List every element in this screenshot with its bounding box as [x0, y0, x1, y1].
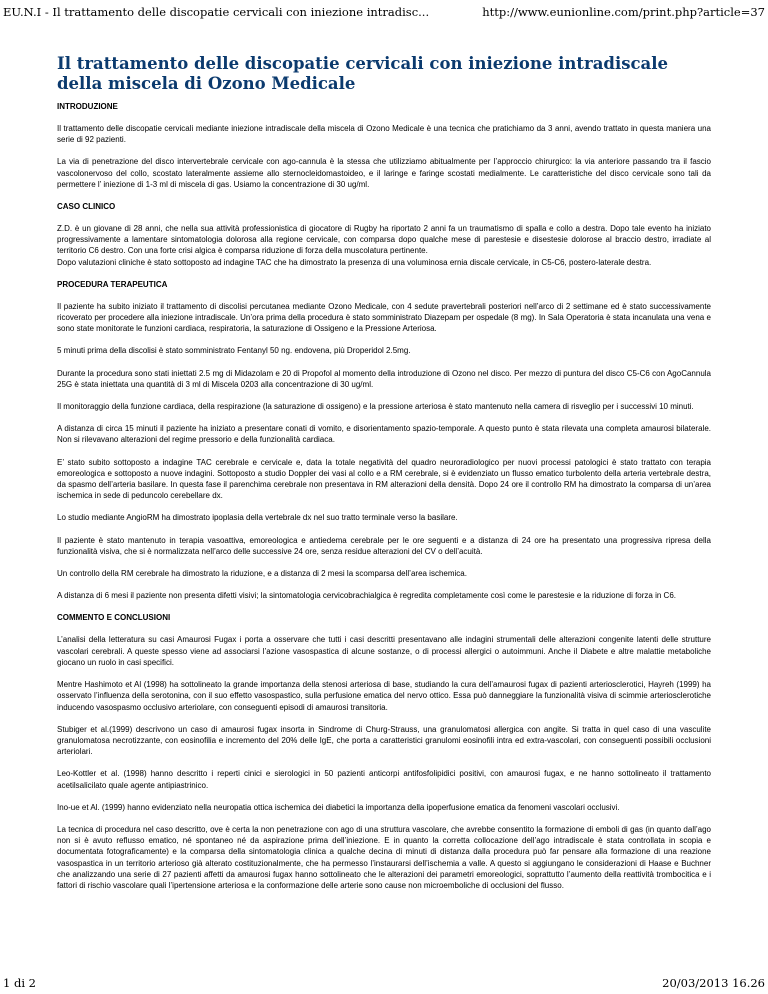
print-footer	[0, 976, 768, 992]
article	[57, 54, 711, 902]
section-heading: COMMENTO E CONCLUSIONI	[57, 613, 171, 623]
paragraph: A distanza di circa 15 minuti il paziente ha iniziato a presentare conati di vomito, e disorientamento spazio-temporale. A questo punto è stata rilevata una completa amaurosi bilaterale. Non si rilevavano alterazioni del regime pressorio e della funzionalità cardiaca.	[57, 424, 711, 445]
section-heading: PROCEDURA TERAPEUTICA	[57, 279, 168, 289]
article-title: Il trattamento delle discopatie cervicali con iniezione intradiscale della miscela di Ozono Medicale	[57, 54, 668, 93]
page-number: 1 di 2	[3, 976, 36, 990]
paragraph: La via di penetrazione del disco intervertebrale cervicale con ago-cannula è la stessa che utilizziamo abitualmente per l’approccio chirurgico: la via anteriore passando tra il fascio vascolonervoso del collo, scostato lateralmente assieme allo sternocleidomastoideo, e il laringe e faringe scostati medialmente. Le caratteristiche del disco cervicale sono tali da permettere l’ iniezione di 1-3 ml di miscela di gas. Usiamo la concentrazione di 30 ug/ml.	[57, 157, 711, 189]
paragraph: Ino-ue et Al. (1999) hanno evidenziato nella neuropatia ottica ischemica dei diabetici la importanza della ipoperfusione ematica da fenomeni vascolari occlusivi.	[57, 802, 620, 812]
paragraph: Lo studio mediante AngioRM ha dimostrato ipoplasia della vertebrale dx nel suo tratto terminale verso la basilare.	[57, 513, 458, 523]
section-commento-conclusioni	[57, 612, 711, 891]
paragraph: Il paziente ha subito iniziato il trattamento di discolisi percutanea mediante Ozono Medicale, con 4 sedute pravertebrali posteriori nell’arco di 2 settimane ed è stato successivamente ricoverato per procedere alla iniezione intradiscale. Un’ora prima della procedura è stato somministrato Diazepam per ospedale (8 mg). In Sala Operatoria è stata incanulata una vena e sono state monitorate le funzioni cardiaca, respiratoria, la saturazione di Ossigeno e la Pressione Arteriosa.	[57, 301, 711, 334]
print-header	[0, 0, 768, 20]
section-heading: INTRODUZIONE	[57, 102, 118, 111]
paragraph: A distanza di 6 mesi il paziente non presenta difetti visivi; la sintomatologia cervicobrachialgica è regredita completamente così come le parestesie e la riduzione di forza in C6.	[57, 591, 676, 601]
page-url: http://www.eunionline.com/print.php?article=37	[482, 5, 765, 19]
paragraph: Stubiger et al.(1999) descrivono un caso di amaurosi fugax insorta in Sindrome di Churg-Strauss, una granulomatosi allergica con angite. Si tratta in quel caso di una vasculite granulomatosa necrotizzante, con eosinofilia e incremento del 20% delle IgE, che porta a caratteristici granulomi eosinofili intra ed extra-vascolari, con conseguenti possibili occlusioni arteriolari.	[57, 724, 711, 757]
paragraph: Il trattamento delle discopatie cervicali mediante iniezione intradiscale della miscela di Ozono Medicale è una tecnica che pratichiamo da 3 anni, avendo trattato in questa maniera una serie di 92 pazienti.	[57, 124, 711, 145]
section-heading: CASO CLINICO	[57, 202, 116, 212]
paragraph: E’ stato subito sottoposto a indagine TAC cerebrale e cervicale e, data la totale negatività del quadro neuroradiologico per nuovi processi patologici è stato trattato con terapia emoreologica e sottoposto a nuove indagini. Sottoposto a studio Doppler dei vasi al collo e a RM cerebrale, si è evidenziato un flusso ematico turbolento della arteria vertebrale destra, da spasmo dell’arteria basilare. In questa fase il parenchima cerebrale non presentava in RM alterazioni della densità. Dopo 24 ore il controllo RM ha dimostrato la comparsa di un’area ischemica in sede di peduncolo cerebellare dx.	[57, 457, 711, 501]
paragraph: Leo-Kottler et al. (1998) hanno descritto i reperti cinici e sierologici in 50 pazienti anticorpi antifosfolipidici positivi, con amaurosi fugax, e ne hanno sottolineato il trattamento acetilsalicilato quale agente antipiastrinico.	[57, 769, 711, 790]
document-title: EU.N.I - Il trattamento delle discopatie cervicali con iniezione intradisc...	[3, 5, 430, 19]
paragraph: Durante la procedura sono stati iniettati 2.5 mg di Midazolam e 20 di Propofol al momento della introduzione di Ozono nel disco. Per mezzo di puntura del disco C5-C6 con AgoCannula 25G è stata iniettata una quantità di 3 ml di Miscela 0203 alla concentrazione di 30 ug/ml.	[57, 368, 711, 389]
paragraph: Un controllo della RM cerebrale ha dimostrato la riduzione, e a distanza di 2 mesi la scomparsa dell’area ischemica.	[57, 569, 467, 579]
print-timestamp: 20/03/2013 16.26	[662, 976, 765, 990]
section-introduzione	[57, 101, 711, 190]
paragraph: L’analisi della letteratura su casi Amaurosi Fugax i porta a osservare che tutti i casi descritti presentavano alle indagini strumentali delle alterazioni congenite latenti delle strutture vascolari cerebrali. A queste spesso viene ad associarsi l’azione vasospastica di alcune sostanze, o di processi allergici o autoimmuni. Anche il Diabete e altre malattie metaboliche giocano un ruolo in casi specifici.	[57, 635, 711, 667]
paragraph: La tecnica di procedura nel caso descritto, ove è certa la non penetrazione con ago di una struttura vascolare, che avrebbe consentito la formazione di emboli di gas (in quanto dall’ago non si è avuto reflusso ematico, né spontaneo né da aspirazione prima dell’iniezione. E in quanto la corretta collocazione dell’ago intradiscale è stata controllata in scopia e documentata fotograficamente) e la comparsa della sintomatologia clinica a qualche decina di minuti di distanza dalla procedura può far pensare alla formazione di una reazione vasospastica in un territorio arterioso già alterato costituzionalmente, che ha permesso l’instaurarsi dell’ischemia a valle. A questo si aggiungano le considerazioni di Haase e Buchner che analizzando una serie di 27 pazienti affetti da amaurosi fugax hanno sottolineato che le alterazioni dei parametri emoreologici, soprattutto l’aumento della reattività trombocitica e i fattori di rischio vascolare quali l’ipertensione arteriosa e la conformazione delle arterie sono cause non microemboliche di occlusioni del flusso.	[57, 824, 711, 890]
section-procedura-terapeutica	[57, 279, 711, 602]
paragraph: Il monitoraggio della funzione cardiaca, della respirazione (la saturazione di ossigeno) e la pressione arteriosa è stato mantenuto nella camera di risveglio per i successivi 10 minuti.	[57, 402, 694, 412]
paragraph: 5 minuti prima della discolisi è stato somministrato Fentanyl 50 ng. endovena, più Droperidol 2.5mg.	[57, 346, 411, 356]
paragraph: Il paziente è stato mantenuto in terapia vasoattiva, emoreologica e antiedema cerebrale per le ore seguenti e a distanza di 24 ore ha presentato una progressiva ripresa della funzionalità visiva, che si è normalizzata nell’arco delle successive 24 ore, senza residue alterazioni del CV o dell’acuità.	[57, 535, 711, 556]
paragraph: Mentre Hashimoto et Al (1998) ha sottolineato la grande importanza della stenosi arteriosa di base, studiando la cura dell’amaurosi fugax di pazienti arteriosclerotici, Hayreh (1999) ha osservato l’influenza della serotonina, con il suo effetto vasospastico, sulla perfusione ematica del nervo ottico. Essa può danneggiare la funzionalità visiva di scimmie arteriosclerotiche inducendo vasospasmo occlusivo arteriolare, con conseguenti episodi di amaurosi transitoria.	[57, 680, 711, 712]
section-caso-clinico	[57, 201, 711, 268]
paragraph: Z.D. è un giovane di 28 anni, che nella sua attività professionistica di giocatore di Rugby ha riportato 2 anni fa un traumatismo di spalla e collo a destra. Dopo tale evento ha iniziato progressivamente a lamentare sintomatologia dolorosa alla regione cervicale, con comparsa dopo qualche mese di parestesie e disestesie dolorose al braccio destro, irradiate al territorio C6 destro. Con una forte crisi algica è comparsa riduzione di forza della muscolatura pertinente. Dopo valutazioni cliniche è stato sottoposto ad indagine TAC che ha dimostrato la presenza di una voluminosa ernia discale cervicale, in C5-C6, postero-laterale destra.	[57, 224, 711, 267]
